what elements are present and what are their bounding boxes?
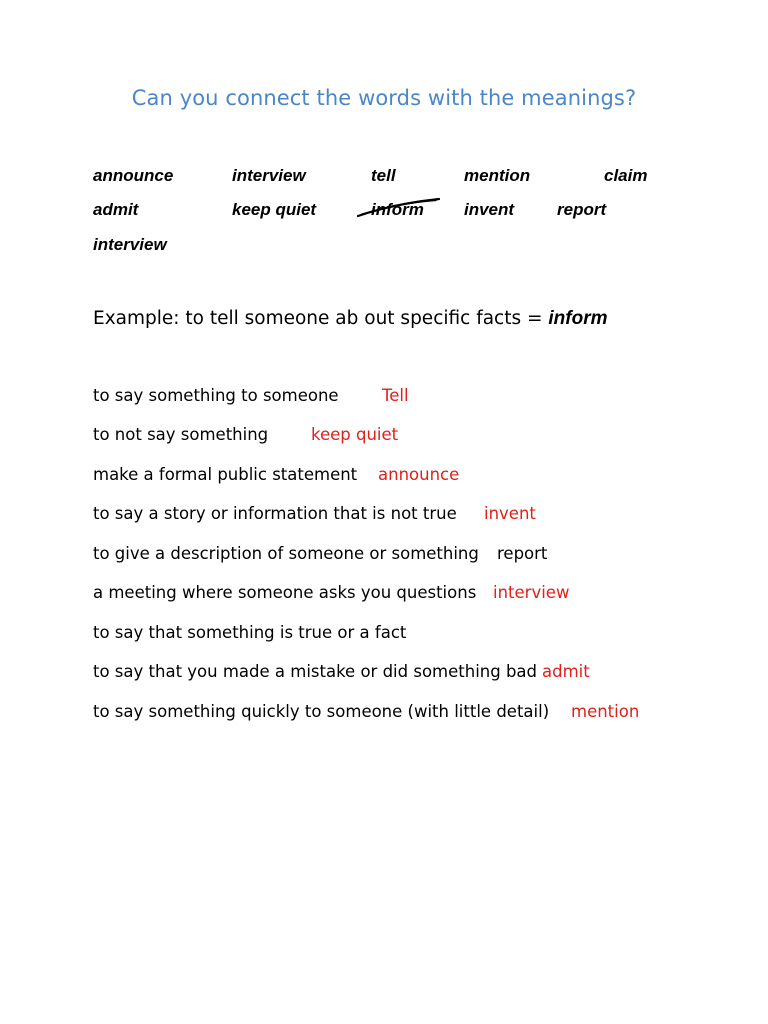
definition-text: to say something to someone [93,386,339,405]
answer-text: announce [378,465,460,484]
word-bank-item: admit [93,200,139,219]
word-bank-item-crossed: inform [371,200,424,219]
answer-text: keep quiet [311,425,399,444]
answer-text: admit [542,662,590,681]
answer-text: Tell [382,386,409,405]
definition-text: to give a description of someone or something [93,544,479,563]
word-bank-item: claim [604,166,648,185]
word-bank-item: mention [464,166,531,185]
word-bank-item: interview [232,166,306,185]
definition-text: a meeting where someone asks you questions [93,583,477,602]
word-bank-item: invent [464,200,515,219]
answer-text: mention [571,702,640,721]
word-bank-item: tell [371,166,396,185]
word-bank-item: report [557,200,607,219]
example-line [93,307,608,331]
answer-text: interview [493,583,570,602]
example-text: Example: to tell someone ab out specific facts = [93,308,549,329]
answer-text: invent [484,504,536,523]
definition-text: to not say something [93,425,269,444]
example-answer: inform [548,308,608,329]
word-bank-item: announce [93,166,174,185]
definition-text: to say something quickly to someone (with little detail) [93,702,550,721]
definition-text: make a formal public statement [93,465,358,484]
word-bank-item: keep quiet [232,200,317,219]
definition-text: to say that something is true or a fact [93,623,407,642]
definition-text: to say a story or information that is not true [93,504,457,523]
definition-text: to say that you made a mistake or did something bad [93,662,538,681]
word-bank-item: interview [93,235,167,254]
page-title: Can you connect the words with the meanings? [131,86,637,110]
answer-text: report [497,544,548,563]
